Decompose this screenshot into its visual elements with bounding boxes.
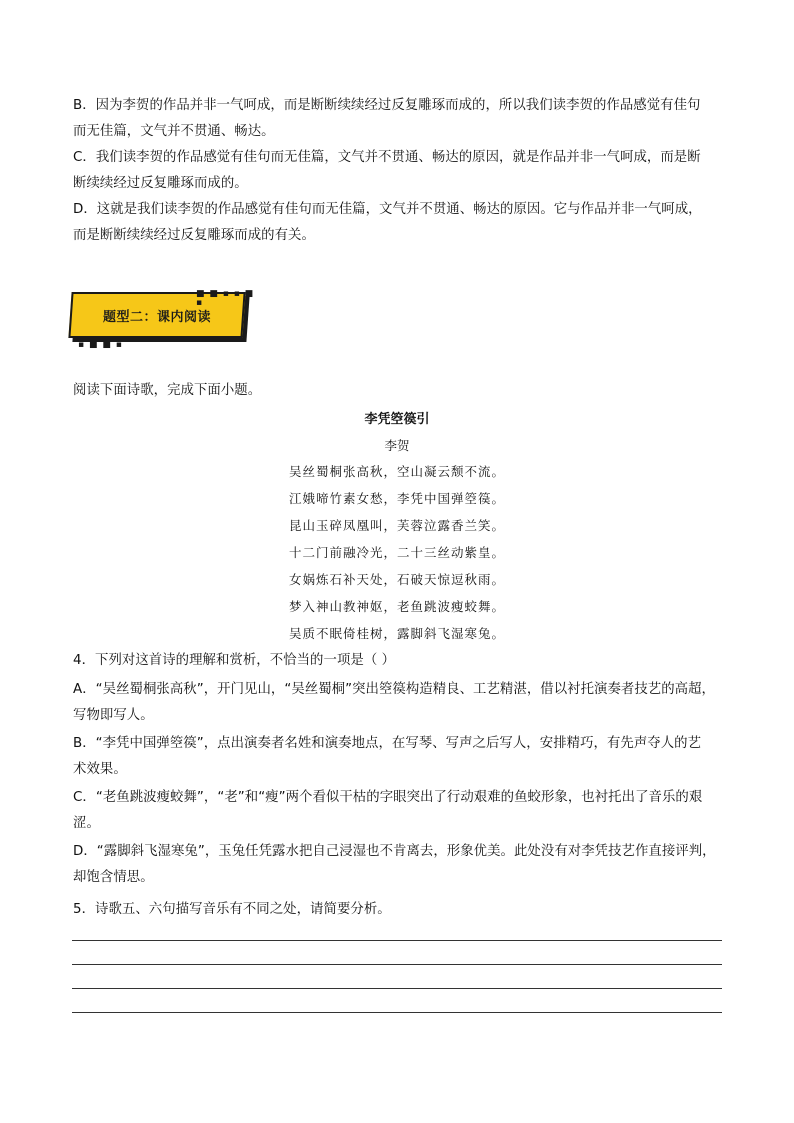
answer-line <box>72 988 722 989</box>
banner-dots-top-icon: ■ ■ ▪ ▪ ■ ▪ <box>196 289 255 308</box>
q4-option-d-line2: 却饱含情思。 <box>73 870 154 885</box>
poem-line: 女娲炼石补天处，石破天惊逗秋雨。 <box>288 572 505 587</box>
poem-author: 李贺 <box>384 438 410 453</box>
q4-option-d-line1: D．“露脚斜飞湿寒兔”，玉兔任凭露水把自己浸湿也不肯离去，形象优美。此处没有对李凭技艺作直接评判， <box>73 844 716 859</box>
q4-option-b-line2: 术效果。 <box>73 762 127 777</box>
option-c-prev-line1: C．我们读李贺的作品感觉有佳句而无佳篇，文气并不贯通、畅达的原因，就是作品并非一气呵成，而是断 <box>73 150 701 165</box>
answer-line <box>72 1012 722 1013</box>
poem-line: 吴丝蜀桐张高秋，空山凝云颓不流。 <box>288 464 505 479</box>
poem-line: 梦入神山教神妪，老鱼跳波瘦蛟舞。 <box>288 599 505 614</box>
q4-option-a-line1: A．“吴丝蜀桐张高秋”，开门见山，“吴丝蜀桐”突出箜篌构造精良、工艺精湛，借以衬托演奏者技艺的高超， <box>73 682 715 697</box>
q4-option-b-line1: B．“李凭中国弹箜篌”，点出演奏者名姓和演奏地点，在写琴、写声之后写人，安排精巧，有先声夺人的艺 <box>73 736 702 751</box>
poem-line: 昆山玉碎凤凰叫，芙蓉泣露香兰笑。 <box>288 518 505 533</box>
banner-dots-bottom-icon: ▪ ■ ■ ▪ <box>78 340 123 350</box>
option-d-prev-line2: 而是断断续续经过反复雕琢而成的有关。 <box>73 228 315 243</box>
poem-line: 江娥啼竹素女愁，李凭中国弹箜篌。 <box>288 491 505 506</box>
question-5-stem: 5．诗歌五、六句描写音乐有不同之处，请简要分析。 <box>73 902 391 917</box>
option-b-prev-line1: B．因为李贺的作品并非一气呵成，而是断断续续经过反复雕琢而成的，所以我们读李贺的作品感觉有佳句 <box>73 98 701 113</box>
section-banner-title: 题型二：课内阅读 <box>102 309 211 325</box>
poem-line: 十二门前融冷光，二十三丝动紫皇。 <box>288 545 505 560</box>
poem-title: 李凭箜篌引 <box>364 412 430 427</box>
section-banner <box>68 290 258 350</box>
answer-line <box>72 964 722 965</box>
question-4-stem: 4．下列对这首诗的理解和赏析，不恰当的一项是（ ） <box>73 653 396 668</box>
poem-line: 吴质不眠倚桂树，露脚斜飞湿寒兔。 <box>288 626 505 641</box>
option-b-prev-line2: 而无佳篇，文气并不贯通、畅达。 <box>73 124 275 139</box>
option-c-prev-line2: 断续续经过反复雕琢而成的。 <box>73 176 248 191</box>
option-d-prev-line1: D．这就是我们读李贺的作品感觉有佳句而无佳篇，文气并不贯通、畅达的原因。它与作品并非一气呵成， <box>73 202 702 217</box>
q4-option-a-line2: 写物即写人。 <box>73 708 154 723</box>
answer-line <box>72 940 722 941</box>
q4-option-c-line2: 涩。 <box>73 816 100 831</box>
q4-option-c-line1: C．“老鱼跳波瘦蛟舞”，“老”和“瘦”两个看似干枯的字眼突出了行动艰难的鱼蛟形象，也衬托出了音乐的艰 <box>73 790 703 805</box>
reading-instruction: 阅读下面诗歌，完成下面小题。 <box>73 383 262 398</box>
